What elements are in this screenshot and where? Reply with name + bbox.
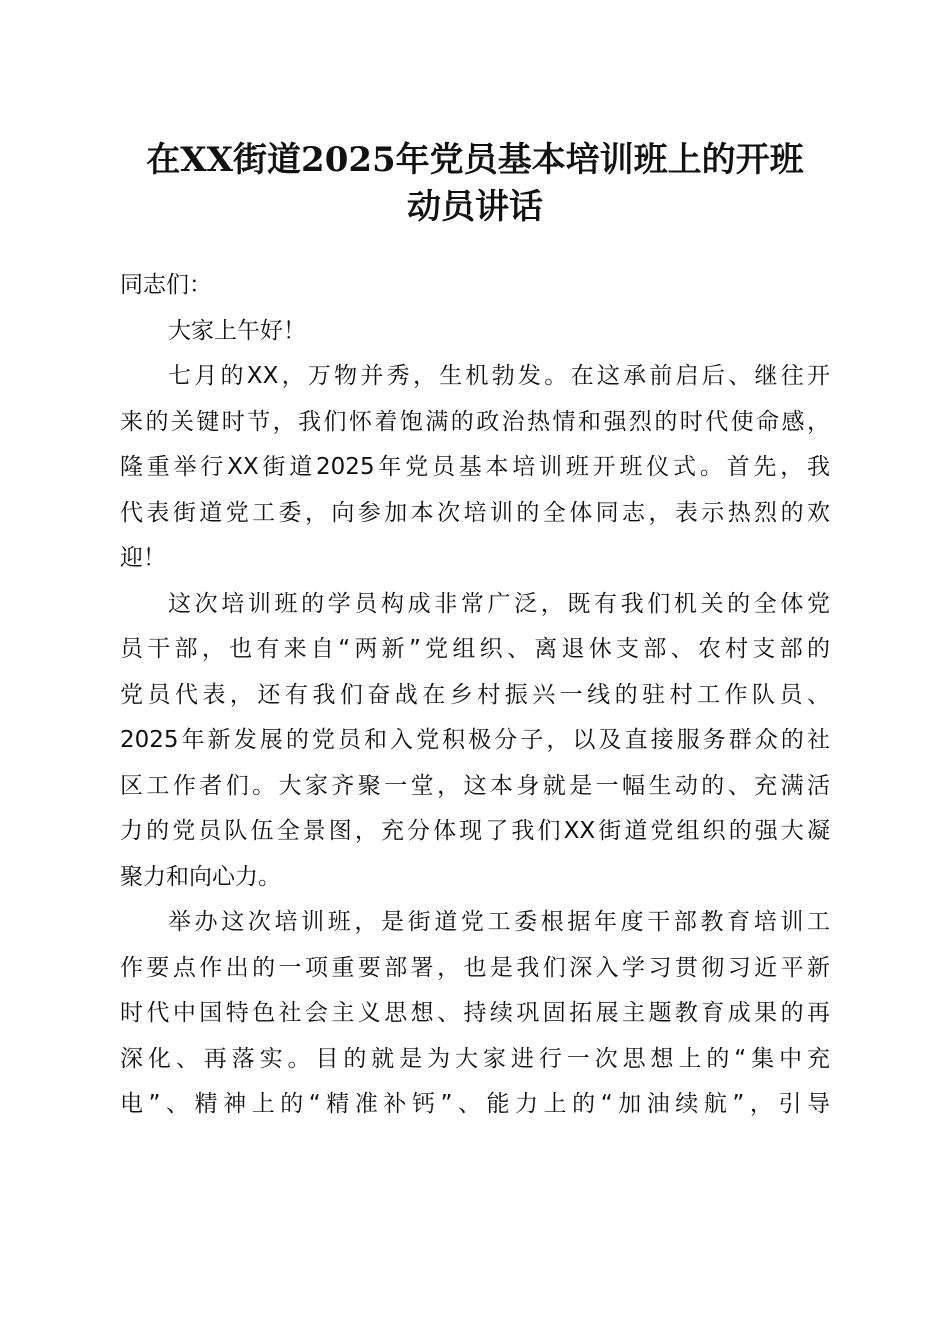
body-line: 深化、再落实。目的就是为大家进行一次思想上的“集中充 [120, 1045, 830, 1072]
body-line: 力的党员队伍全景图，充分体现了我们XX街道党组织的强大凝 [120, 818, 830, 844]
body-line: 隆重举行XX街道2025年党员基本培训班开班仪式。首先，我 [120, 454, 830, 480]
body-line: 代表街道党工委，向参加本次培训的全体同志，表示热烈的欢 [120, 499, 830, 526]
body-line: 同志们： [120, 272, 212, 298]
body-line: 举办这次培训班，是街道党工委根据年度干部教育培训工 [168, 909, 830, 935]
body-line: 2025年新发展的党员和入党积极分子，以及直接服务群众的社 [120, 727, 830, 753]
body-line: 党员代表，还有我们奋战在乡村振兴一线的驻村工作队员、 [120, 681, 830, 708]
body-line: 区工作者们。大家齐聚一堂，这本身就是一幅生动的、充满活 [120, 772, 830, 799]
document-title-line-1: 在XX街道2025年党员基本培训班上的开班 [146, 140, 804, 180]
body-line: 聚力和向心力。 [120, 863, 281, 890]
body-line: 时代中国特色社会主义思想、持续巩固拓展主题教育成果的再 [120, 1000, 830, 1026]
body-line: 大家上午好！ [168, 317, 306, 344]
document-body [120, 263, 830, 1128]
body-line: 来的关键时节，我们怀着饱满的政治热情和强烈的时代使命感， [120, 408, 830, 435]
body-line: 电”、精神上的“精准补钙”、能力上的“加油续航”，引导 [120, 1091, 830, 1117]
body-line: 迎！ [120, 545, 166, 571]
body-line: 作要点作出的一项重要部署，也是我们深入学习贯彻习近平新 [120, 954, 830, 981]
body-line: 七月的XX，万物并秀，生机勃发。在这承前启后、继往开 [168, 363, 830, 389]
document-title-line-2: 动员讲话 [407, 187, 543, 227]
body-line: 这次培训班的学员构成非常广泛，既有我们机关的全体党 [168, 590, 830, 617]
body-line: 员干部，也有来自“两新”党组织、离退休支部、农村支部的 [120, 636, 830, 662]
